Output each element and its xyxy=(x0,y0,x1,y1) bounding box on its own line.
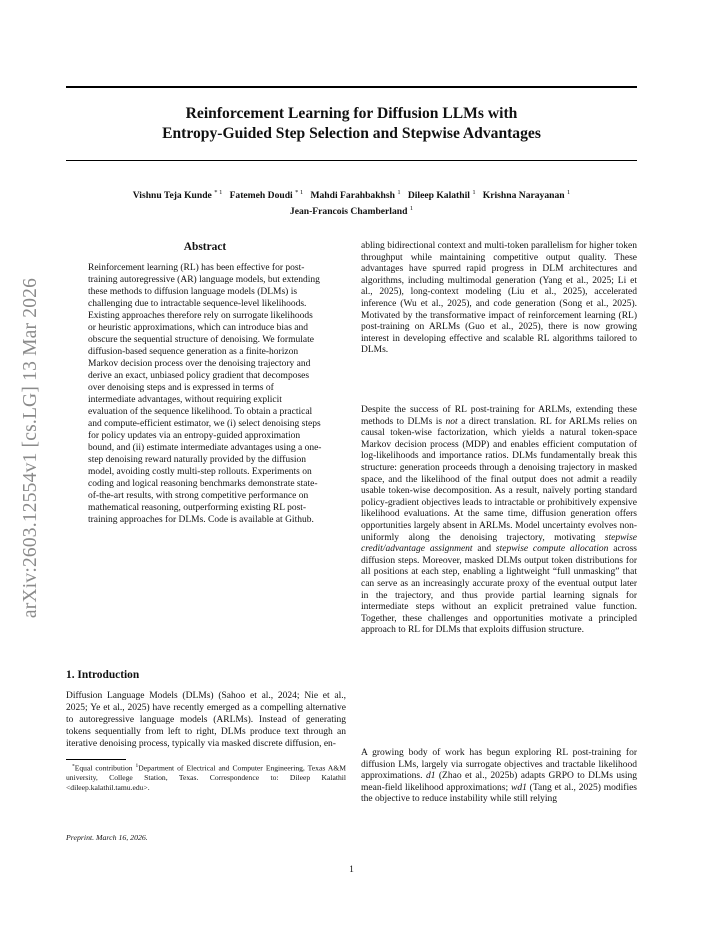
author-name: Dileep Kalathil xyxy=(407,190,470,202)
author-name: Vishnu Teja Kunde xyxy=(132,190,212,202)
title-line-2: Entropy-Guided Step Selection and Stepwise Advantages xyxy=(162,125,541,142)
author-affiliation-mark: * 1 xyxy=(295,189,304,196)
author-name: Krishna Narayanan xyxy=(482,190,565,202)
author-affiliation-mark: 1 xyxy=(567,189,571,196)
author-name: Mahdi Farahbakhsh xyxy=(310,190,395,202)
preprint-note: Preprint. March 16, 2026. xyxy=(66,833,148,842)
author-line-1 xyxy=(66,186,637,202)
text-run: across diffusion steps. Moreover, masked DLMs output token distributions for all positions at each step, enabling a lightweight “full unmasking” that can serve as an increasingly accurate proxy of the eventual output later in the trajectory, and thus provide partial learning signals for intermediate steps without an explicit pretrained value function. Together, these challenges and opportunities motivate a principled approach to RL for DLMs that exploits diffusion structure. xyxy=(361,544,637,636)
footnote-rule xyxy=(66,759,126,760)
right-column-paragraph-2 xyxy=(361,405,637,637)
author-line-2 xyxy=(66,202,637,218)
footnote-asterisk: * xyxy=(71,763,75,769)
footnote-equal-contribution: Equal contribution xyxy=(74,763,136,773)
author-affiliation-mark: * 1 xyxy=(214,189,223,196)
text-run: (Zhao et al., 2025b) adapts GRPO to DLMs using mean-field likelihood approximations; xyxy=(361,771,637,793)
title-top-rule xyxy=(66,86,637,88)
footnote-affiliation-mark: 1 xyxy=(135,763,139,769)
introduction-heading: 1. Introduction xyxy=(66,669,140,681)
text-run: a direct translation. RL for ARLMs relies on causal token-wise factorization, which yields a natural token-space Markov decision process (MDP) and enables efficient computation of log-likelihoods and importance ratios. DLMs fundamentally break this structure: generation proceeds through a denoising trajectory in masked space, and the likelihood of the final output does not admit a readily usable token-wise decomposition. As a result, naïvely porting standard policy-gradient objectives leads to intractable or prohibitively expensive likelihood evaluations. At the same time, diffusion generation offers opportunities largely absent in ARLMs. Model uncertainty evolves non-uniformly along the denoising trajectory, motivating xyxy=(361,416,637,543)
author-name: Fatemeh Doudi xyxy=(229,190,293,202)
text-run: A growing body of work has begun exploring RL post-training for diffusion LMs, largely via surrogate objectives and tractable likelihood approximations. xyxy=(361,748,637,782)
abstract-text: Reinforcement learning (RL) has been effective for post-training autoregressive (AR) language models, but extending these methods to diffusion language models (DLMs) is challenging due to intractable sequence-level likelihoods. Existing approaches therefore rely on surrogate likelihoods or heuristic approximations, which can introduce bias and obscure the sequential structure of denoising. We formulate diffusion-based sequence generation as a finite-horizon Markov decision process over the denoising trajectory and derive an exact, unbiased policy gradient that decomposes over denoising steps and is expressed in terms of intermediate advantages, without requiring explicit evaluation of the sequence likelihood. To obtain a practical and compute-efficient estimator, we (i) select denoising steps for policy updates via an entropy-guided approximation bound, and (ii) estimate intermediate advantages using a one-step denoising reward naturally provided by the diffusion model, avoiding costly multi-step rollouts. Experiments on coding and logical reasoning benchmarks demonstrate state-of-the-art results, with strong competitive performance on mathematical reasoning, outperforming existing RL post-training approaches for DLMs. Code is available at Github. xyxy=(88,263,322,525)
paper-title xyxy=(66,104,637,144)
method-name-d1: d1 xyxy=(425,771,436,782)
author-affiliation-mark: 1 xyxy=(472,189,476,196)
emphasis-not: not xyxy=(445,416,458,427)
method-name-wd1: wd1 xyxy=(510,782,527,793)
right-column-paragraph-3 xyxy=(361,748,637,806)
footnote xyxy=(66,762,346,793)
arxiv-identifier: arXiv:2603.12554v1 [cs.LG] 13 Mar 2026 xyxy=(20,277,41,619)
footnote-affiliation: Department of Electrical and Computer Engineering, Texas A&M university, College Station, Texas. Correspondence to: Dileep Kalathil <dileep.kalathil.tamu.edu>. xyxy=(66,763,346,793)
author-list xyxy=(66,186,637,218)
title-line-1: Reinforcement Learning for Diffusion LLMs with xyxy=(185,105,518,122)
abstract-heading: Abstract xyxy=(183,241,227,253)
author-affiliation-mark: 1 xyxy=(409,205,414,213)
page-number: 1 xyxy=(349,865,354,875)
title-bottom-rule xyxy=(66,160,637,161)
text-run: (Tang et al., 2025) modifies the objective to reduce instability while still relying xyxy=(361,782,637,805)
author-name: Jean-Francois Chamberland xyxy=(289,206,408,218)
text-run: Despite the success of RL post-training for ARLMs, extending these methods to DLMs is xyxy=(361,405,637,427)
introduction-text: Diffusion Language Models (DLMs) (Sahoo et al., 2024; Nie et al., 2025; Ye et al., 2025) have recently emerged as a compelling alternative to autoregressive language models (ARLMs). Instead of generating tokens sequentially from left to right, DLMs produce text through an iterative denoising process, typically via masked discrete diffusion, en- xyxy=(66,691,346,749)
text-run: and xyxy=(472,544,496,555)
author-affiliation-mark: 1 xyxy=(397,189,401,196)
emphasis-stepwise-credit: stepwise credit/advantage assignment xyxy=(361,532,637,555)
emphasis-stepwise-compute: stepwise compute allocation xyxy=(495,544,609,555)
right-column-paragraph-1: abling bidirectional context and multi-token parallelism for higher token throughput while maintaining competitive output quality. These advantages have spurred rapid progress in DLM architectures and algorithms, including multimodal generation (Yang et al., 2025; Li et al., 2025), long-context modeling (Liu et al., 2025), accelerated inference (Wu et al., 2025), and code generation (Song et al., 2025). Motivated by the transformative impact of reinforcement learning (RL) post-training on ARLMs (Guo et al., 2025), there is now growing interest in developing effective and scalable RL algorithms tailored to DLMs. xyxy=(361,241,637,356)
